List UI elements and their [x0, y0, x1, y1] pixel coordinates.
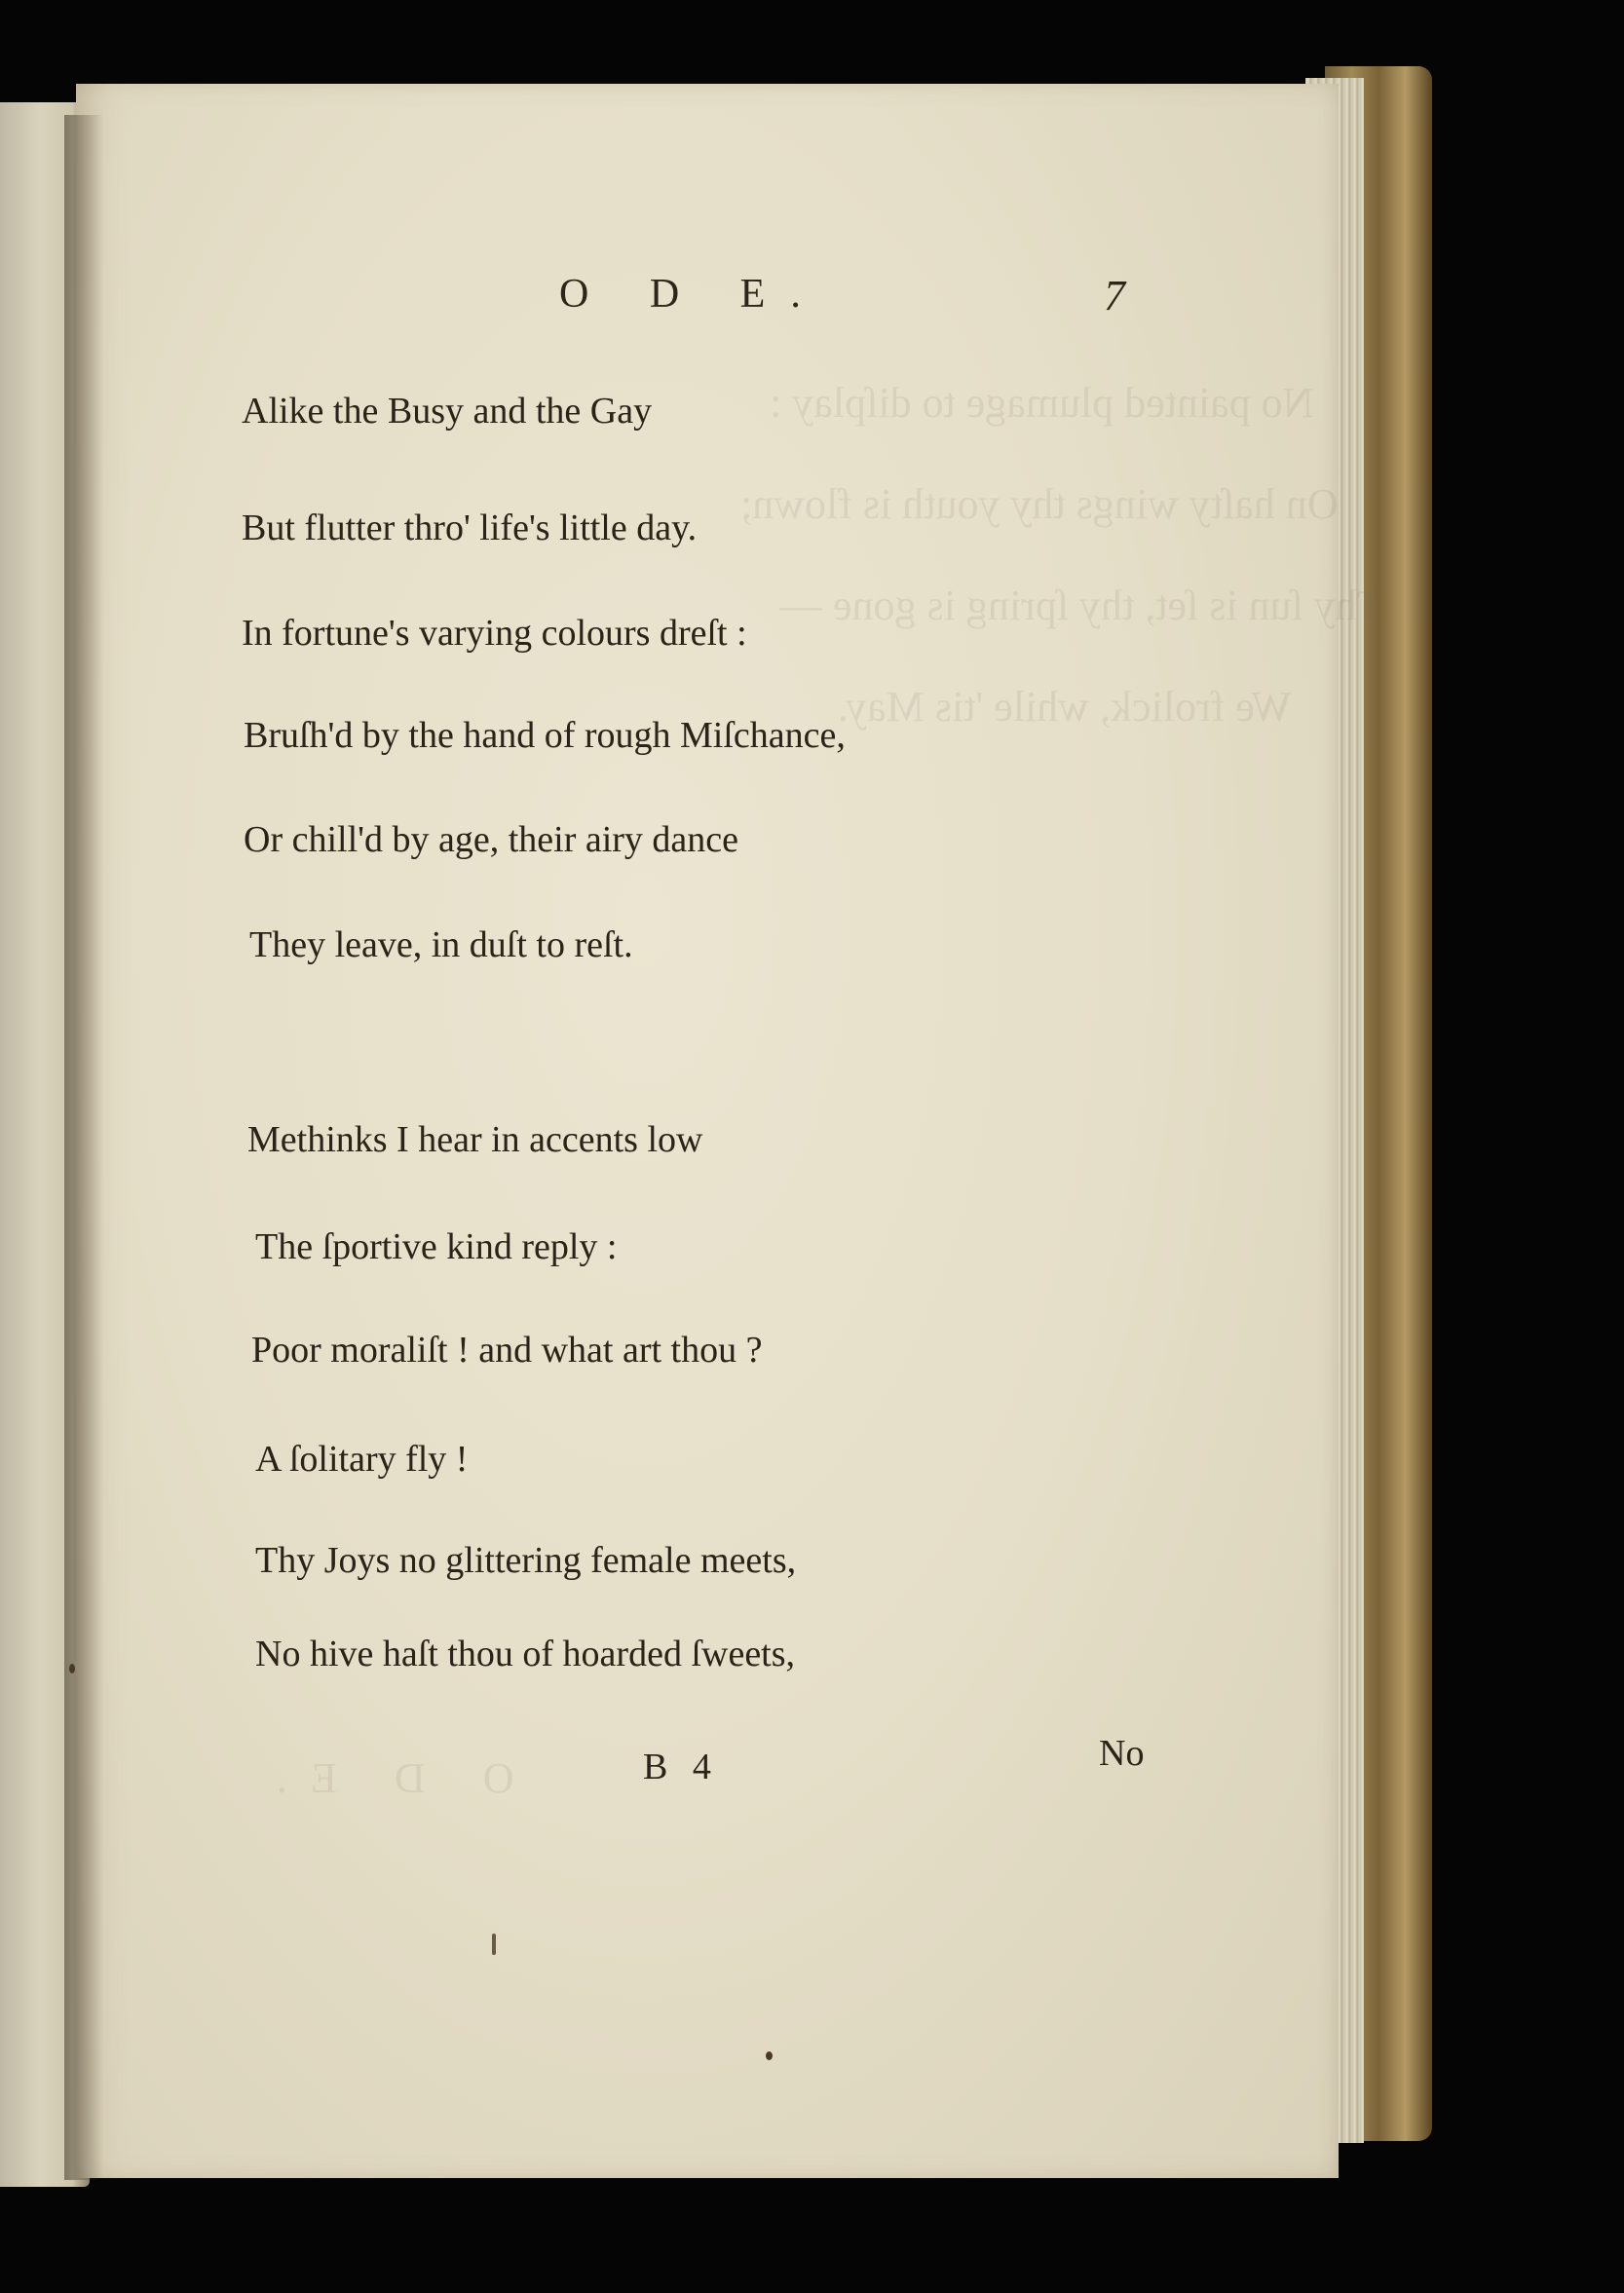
show-through-line: Thy ſun is ſet, thy ſpring is gone — [779, 582, 1383, 629]
show-through-heading: O D E. [253, 1754, 514, 1802]
poem-line: Methinks I hear in accents low [247, 1119, 703, 1160]
ink-speck [69, 1664, 75, 1673]
catchword: No [1099, 1733, 1145, 1774]
poem-line: A ſolitary fly ! [255, 1439, 469, 1480]
show-through-line: On haſty wings thy youth is flown; [740, 480, 1339, 528]
running-head: O D E. [559, 272, 826, 317]
poem-line: Thy Joys no glittering female meets, [255, 1540, 797, 1581]
poem-line: The ſportive kind reply : [255, 1226, 618, 1267]
poem-line: No hive haſt thou of hoarded ſweets, [255, 1634, 796, 1674]
ink-speck [766, 2051, 773, 2060]
poem-line: Or chill'd by age, their airy dance [244, 819, 739, 860]
poem-line: Alike the Busy and the Gay [242, 391, 653, 432]
ink-speck [492, 1934, 496, 1955]
spine-shadow [64, 115, 103, 2180]
poem-line: Poor moraliſt ! and what art thou ? [251, 1330, 763, 1371]
signature-mark: B 4 [643, 1747, 719, 1787]
show-through-line: We frolick, while 'tis May. [838, 683, 1292, 731]
poem-line: But flutter thro' life's little day. [242, 507, 698, 548]
poem-line: In fortune's varying colours dreſt : [242, 613, 747, 654]
poem-line: Bruſh'd by the hand of rough Miſchance, [244, 715, 846, 756]
show-through-line: No painted plumage to diſplay : [770, 379, 1314, 427]
page-number: 7 [1104, 272, 1125, 320]
poem-line: They leave, in duſt to reſt. [249, 924, 633, 965]
